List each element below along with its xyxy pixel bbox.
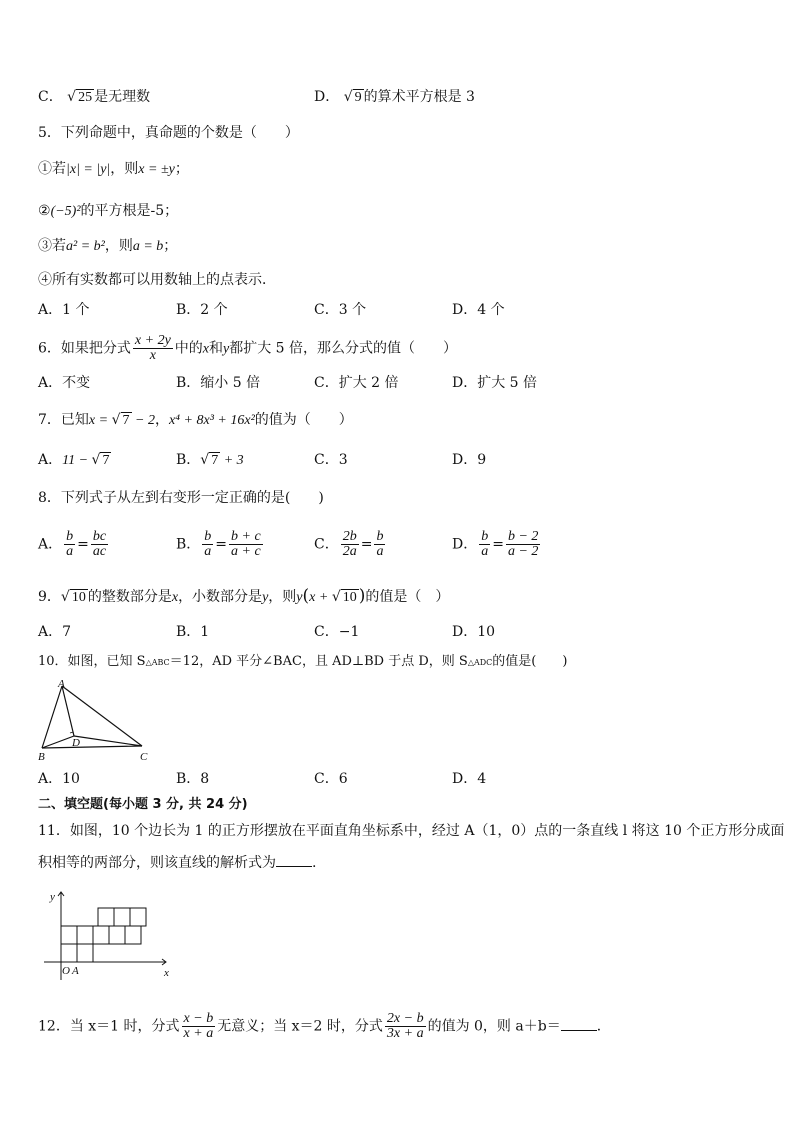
label-b: B xyxy=(38,751,45,763)
q11-line-2: 积相等的两部分，则该直线的解析式为 . xyxy=(38,852,316,873)
q7-option-a: A．11 − √ 7 xyxy=(38,450,111,471)
q5-option-b: B．2 个 xyxy=(176,302,228,318)
q5-option-a: A．1 个 xyxy=(38,302,90,318)
side-bc xyxy=(42,746,142,748)
sqrt-symbol: √ 7 xyxy=(200,452,219,468)
q9-option-c: C．−1 xyxy=(314,624,360,640)
square xyxy=(130,908,146,926)
side-ab xyxy=(42,686,62,748)
q6-option-d: D．扩大 5 倍 xyxy=(452,375,538,391)
square xyxy=(61,926,77,944)
q11-line-1: 11．如图，10 个边长为 1 的正方形摆放在平面直角坐标系中，经过 A（1，0）点的一条直线 l 将这 10 个正方形分成面 xyxy=(38,823,785,839)
q7-option-d: D．9 xyxy=(452,452,487,468)
answer-blank xyxy=(561,1016,597,1031)
fraction: $\frac{x + 2y}{x}$ xyxy=(134,333,171,363)
q10-stem: 10．如图，已知 S△ABC＝12，AD 平分∠BAC，且 AD⊥BD 于点 D，则 S△ADC的值是( ) xyxy=(38,654,568,669)
q5-statement-2: ②(−5)²的平方根是-5； xyxy=(38,203,179,219)
q8-option-b: B． $\frac{b}{a}$ = $\frac{b + c}{a + c}$ xyxy=(176,529,261,559)
q5-statement-1: ①若|x| = |y|，则x = ±y； xyxy=(38,161,189,177)
square xyxy=(77,944,93,962)
q6-option-a: A．不变 xyxy=(38,375,91,391)
q6-option-c: C．扩大 2 倍 xyxy=(314,375,399,391)
q10-option-b: B．8 xyxy=(176,771,210,787)
q8-option-d: D． $\frac{b}{a}$ = $\frac{b - 2}{a - 2}$ xyxy=(452,529,539,559)
square xyxy=(93,926,109,944)
label-x: x xyxy=(164,967,169,979)
label-c: C xyxy=(140,751,148,763)
q8-stem: 8．下列式子从左到右变形一定正确的是( ) xyxy=(38,490,324,506)
q9-option-b: B．1 xyxy=(176,624,210,640)
label-y: y xyxy=(50,891,55,903)
q6-option-b: B．缩小 5 倍 xyxy=(176,375,261,391)
q5-option-c: C．3 个 xyxy=(314,302,367,318)
answer-blank xyxy=(276,852,312,867)
section-heading: 二、填空题(每小题 3 分, 共 24 分) xyxy=(38,797,248,812)
q4-option-c: C． √ 25 是无理数 xyxy=(38,87,150,108)
q9-option-d: D．10 xyxy=(452,624,496,640)
sqrt-symbol: √ 9 xyxy=(343,89,362,105)
square xyxy=(98,908,114,926)
segment-dc xyxy=(74,736,142,746)
q7-stem: 7．已知x = √ 7 − 2，x⁴ + 8x³ + 16x²的值为（ ） xyxy=(38,410,353,431)
square xyxy=(125,926,141,944)
label-o: O xyxy=(62,965,70,977)
square xyxy=(114,908,130,926)
q5-stem: 5．下列命题中，真命题的个数是（ ） xyxy=(38,125,299,141)
sqrt-symbol: √ 25 xyxy=(67,89,93,105)
fraction: $\frac{2x - b}{3x + a}$ xyxy=(386,1011,424,1041)
q8-option-c: C． $\frac{2b}{2a}$ = $\frac{b}{a}$ xyxy=(314,529,384,559)
q4-option-d: D． √ 9 的算术平方根是 3 xyxy=(314,87,475,108)
segment-bd xyxy=(42,736,74,748)
sqrt-symbol: √ 10 xyxy=(331,589,357,605)
q10-option-a: A．10 xyxy=(38,771,80,787)
label-d: D xyxy=(72,737,80,749)
q9-stem: 9．√ 10 的整数部分是x，小数部分是y，则y(x + √ 10 )的值是（ ） xyxy=(38,586,450,606)
square xyxy=(109,926,125,944)
q9-option-a: A．7 xyxy=(38,624,72,640)
q11-grid-figure xyxy=(36,884,176,984)
q5-statement-4: ④所有实数都可以用数轴上的点表示． xyxy=(38,272,276,288)
q12-stem: 12．当 x＝1 时，分式 $\frac{x - b}{x + a}$ 无意义；当 x＝2 时，分式 $\frac{2x - b}{3x + a}$ 的值为 0，则 a＋b＝ ． xyxy=(38,1011,611,1041)
q8-option-a: A． $\frac{b}{a}$ = $\frac{bc}{ac}$ xyxy=(38,529,107,559)
label-a: A xyxy=(58,678,65,690)
fraction: $\frac{x - b}{x + a}$ xyxy=(183,1011,214,1041)
q7-option-c: C．3 xyxy=(314,452,348,468)
q7-option-b: B．√ 7 + 3 xyxy=(176,450,244,471)
sqrt-symbol: √ 7 xyxy=(111,412,130,428)
square xyxy=(77,926,93,944)
q5-option-d: D．4 个 xyxy=(452,302,505,318)
q10-option-d: D．4 xyxy=(452,771,487,787)
q6-stem: 6．如果把分式 $\frac{x + 2y}{x}$ 中的x和y都扩大 5 倍，那么分式的值（ ） xyxy=(38,333,458,363)
q10-option-c: C．6 xyxy=(314,771,348,787)
label-a: A xyxy=(72,965,79,977)
square xyxy=(61,944,77,962)
sqrt-symbol: √ 10 xyxy=(60,589,86,605)
q5-statement-3: ③若a² = b²，则a = b； xyxy=(38,238,178,254)
sqrt-symbol: √ 7 xyxy=(91,452,110,468)
q10-triangle-figure xyxy=(34,676,164,766)
